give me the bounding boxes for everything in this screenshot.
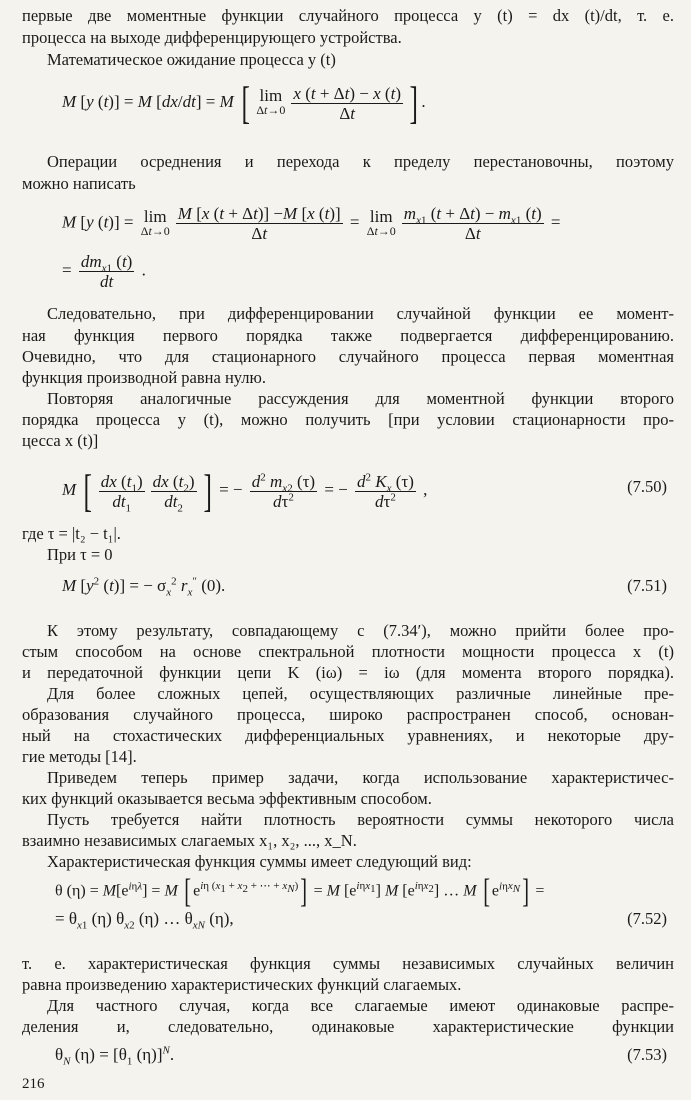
text-line: стым способом на основе спектральной плотности мощности процесса x (t) [22,642,674,661]
text-line: первые две моментные функции случайного процесса y (t) = dx (t)/dt, т. е. [22,6,674,25]
text-line: деления и, следовательно, одинаковые характеристические функции [22,1017,674,1036]
equation-7-52-cont: = $\theta_{x1}$ (η) $\theta_{x2}$ (η) … $\theta_{xN}$ (η), [55,909,234,932]
text-line: равна произведению характеристических функций слагаемых. [22,975,462,994]
text-line: Повторяя аналогичные рассуждения для моментной функции второго [47,389,674,408]
text-line: Математическое ожидание процесса y (t) [47,50,336,69]
equation-7-53: $\theta_N$ $(\eta) = [\theta_1$ (η)]$^N$. [55,1044,175,1068]
text-line: функция производной равна нулю. [22,368,266,387]
equation-number: (7.52) [627,909,667,928]
text-line: где τ = |t₂ − t₁|. [22,524,121,543]
equation-number: (7.51) [627,576,667,595]
text-line: Очевидно, что для стационарного случайного процесса первая моментная [22,347,674,366]
text-line: т. е. характеристическая функция суммы независимых случайных величин [22,954,674,973]
text-line: взаимно независимых слагаемых x₁, x₂, ..., x_N. [22,831,357,850]
equation-expected-value: M [y (t)] = M [dx/dt] = M [ lim Δt→0 $\frac{x (t + \Delta t) - x (t)}{\Delta t}$ ] . [62,77,426,128]
text-line: и передаточной функции цепи K (iω) = iω (для момента второго порядка). [22,663,674,682]
text-line: Приведем теперь пример задачи, когда использование характеристичес- [47,768,674,787]
text-line: Следовательно, при дифференцировании случайной функции ее момент- [47,304,674,323]
equation-number: (7.50) [627,477,667,496]
text-line: ный на стохастических дифференциальных уравнениях, и некоторые дру- [22,726,674,745]
text-line: процесса на выходе дифференцирующего устройства. [22,28,402,47]
equation-number: (7.53) [627,1045,667,1064]
text-line: гие методы [14]. [22,747,137,766]
text-line: Для частного случая, когда все слагаемые имеют одинаковые распре- [47,996,674,1015]
text-line: можно написать [22,174,136,193]
equation-7-50: M [ $\frac{dx (t_1)}{dt_1}$ $\frac{dx (t_2)}{dt_2}$ ] = − $\frac{d^2 m_{x2} (\tau)}{d\tau^2}$ = − $\frac{d^2 K_x (\tau)}{d\tau^2}$ , [62,465,428,516]
text-line: ная функция первого порядка также подвергается дифференцированию. [22,326,674,345]
text-line: Для более сложных цепей, осуществляющих различные линейные пре- [47,684,674,703]
text-line: Операции осреднения и перехода к пределу перестановочны, поэтому [47,152,674,171]
text-line: Характеристическая функция суммы имеет следующий вид: [47,852,472,871]
equation-limit-exchange: M [y (t)] = lim Δt→0 $\frac{M [x (t + \Delta t)] -M [x (t)]}{\Delta t}$ = lim Δt→0 $\frac{m_{x1} (t + \Delta t) - m_{x1} (t)}{\Delta t}$ = [62,204,561,243]
text-line: ких функций оказывается весьма эффективным способом. [22,789,432,808]
text-line: К этому результату, совпадающему с (7.34′), можно прийти более про- [47,621,674,640]
page-number: 216 [22,1076,45,1092]
text-line: Пусть требуется найти плотность вероятности суммы некоторого числа [47,810,674,829]
text-line: порядка процесса y (t), можно получить [при условии стационарности про- [22,410,674,429]
text-line: цесса x (t)] [22,431,99,450]
equation-limit-exchange-cont: = $\frac{dm_{x1} (t)}{dt}$ . [62,252,146,291]
equation-7-52: θ $(\eta) = M[e^{i\eta\lambda}] = M$ [ $e^{i\eta (x_1 + x_2 + \cdots + x_N)}] = M$ $[e^{i\eta x_1}]$ M $[e^{i\eta x_2}]$ … M [ $e^{i\eta x_N}$] = [55,873,545,910]
text-line: При τ = 0 [47,545,113,564]
equation-7-51: M [$y^2$ (t)] = − $\sigma_x^2$ $r_x''$ (0). [62,575,226,599]
text-line: образования случайного процесса, широко распространен способ, основан- [22,705,674,724]
